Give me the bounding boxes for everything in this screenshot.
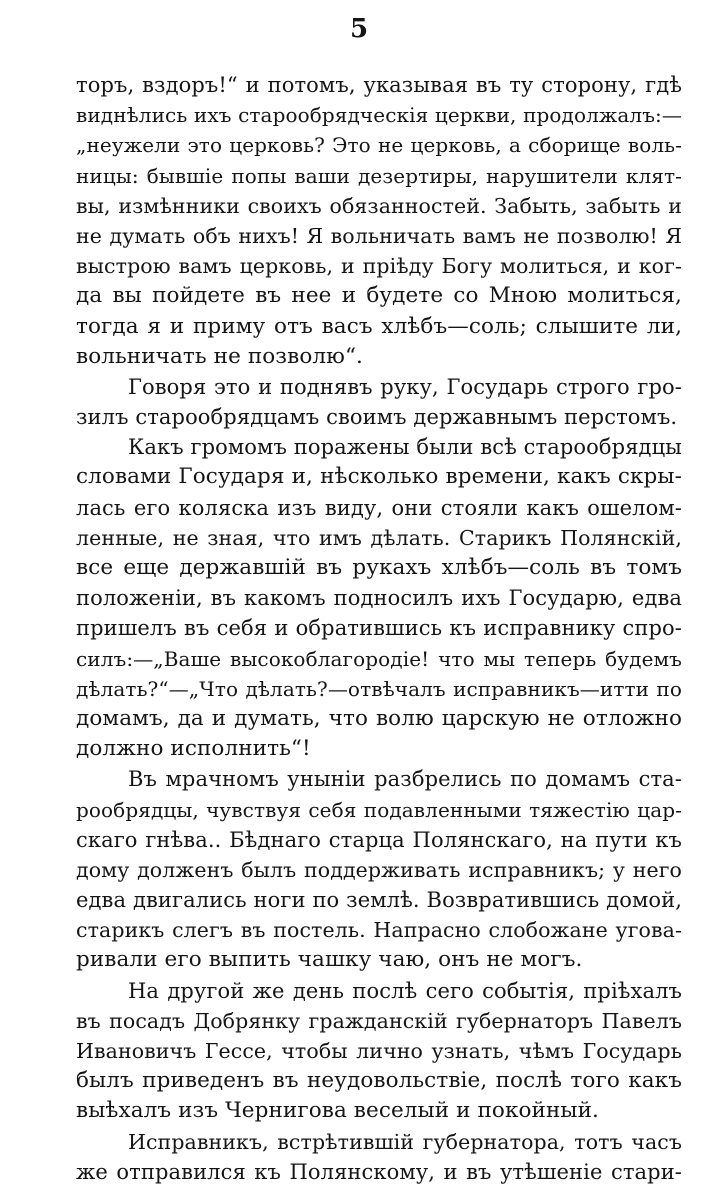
text-line: рообрядцы, чувствуя себя подавленными тяжестію цар- <box>76 797 682 822</box>
text-line: да вы пойдете въ нее и будете со Мною молиться, <box>76 283 682 309</box>
text-line: виднѣлись ихъ старообрядческія церкви, продолжалъ:— <box>76 103 682 128</box>
text-line: все еще державшій въ рукахъ хлѣбъ—соль въ томъ <box>76 555 682 580</box>
page-body-text <box>76 70 682 1187</box>
text-line: выстрою вамъ церковь, и пріѣду Богу молиться, и ког- <box>76 254 682 279</box>
text-line: лась его коляска изъ виду, они стояли какъ ошелом- <box>76 495 682 520</box>
text-line: положеніи, въ какомъ подносилъ ихъ Государю, едва <box>76 586 682 611</box>
text-line: домамъ, да и думать, что волю царскую не отложно <box>76 705 682 731</box>
text-line: силъ:—„Ваше высокоблагородіе! что мы теперь будемъ <box>76 646 682 671</box>
text-line: „неужели это церковь? Это не церковь, а сборище воль- <box>76 133 682 158</box>
text-line: словами Государя и, нѣсколько времени, какъ скры- <box>76 464 682 490</box>
text-line: Исправникъ, встрѣтившій губернатора, тотъ часъ <box>128 1129 682 1154</box>
text-line: едва двигались ноги по землѣ. Возвратившись домой, <box>76 888 682 913</box>
text-line: вольничать не позволю“. <box>76 343 363 369</box>
text-line: дому долженъ былъ поддерживать исправникъ; у него <box>76 857 682 882</box>
text-line: не думать объ нихъ! Я вольничать вамъ не позволю! Я <box>76 223 682 248</box>
text-line: скаго гнѣва.. Бѣднаго старца Полянскаго, на пути къ <box>76 827 682 852</box>
text-line: На другой же день послѣ сего событія, пріѣхалъ <box>128 978 682 1003</box>
text-line: ривали его выпить чашку чаю, онъ не могъ. <box>76 947 583 973</box>
text-line: тогда я и приму отъ васъ хлѣбъ—соль; слышите ли, <box>76 313 682 339</box>
text-line: должно исполнить“! <box>76 736 311 762</box>
text-line: ницы: бывшіе попы ваши дезертиры, нарушители клят- <box>76 163 682 188</box>
text-line: Какъ громомъ поражены были всѣ старообрядцы <box>128 435 682 460</box>
text-line: торъ, вздоръ!“ и потомъ, указывая въ ту сторону, гдѣ <box>76 73 682 97</box>
text-line: въ посадъ Добрянку гражданскій губернаторъ Павелъ <box>76 1008 682 1033</box>
text-line: дѣлать?“—„Что дѣлать?—отвѣчалъ исправникъ—итти по <box>76 676 682 701</box>
text-line: былъ приведенъ въ неудовольствіе, послѣ того какъ <box>76 1068 682 1094</box>
text-line: выѣхалъ изъ Чернигова веселый и покойный. <box>76 1098 599 1124</box>
text-line: зилъ старообрядцамъ своимъ державнымъ перстомъ. <box>76 405 678 430</box>
text-line: старикъ слегъ въ постель. Напрасно слобожане угова- <box>76 918 682 943</box>
text-line: пришелъ въ себя и обратившись къ исправнику спро- <box>76 616 682 641</box>
text-line: Говоря это и поднявъ руку, Государь строго гро- <box>128 374 682 399</box>
text-line: Ивановичъ Гессе, чтобы лично узнать, чѣмъ Государь <box>76 1039 682 1063</box>
text-line: ленные, не зная, что имъ дѣлать. Старикъ Полянскій, <box>76 525 682 550</box>
text-line: вы, измѣнники своихъ обязанностей. Забыть, забыть и <box>76 193 682 218</box>
text-line: Въ мрачномъ уныніи разбрелись по домамъ ста- <box>128 767 682 792</box>
text-line: же отправился къ Полянскому, и въ утѣшеніе стари- <box>76 1159 682 1184</box>
page-number: 5 <box>349 14 369 44</box>
